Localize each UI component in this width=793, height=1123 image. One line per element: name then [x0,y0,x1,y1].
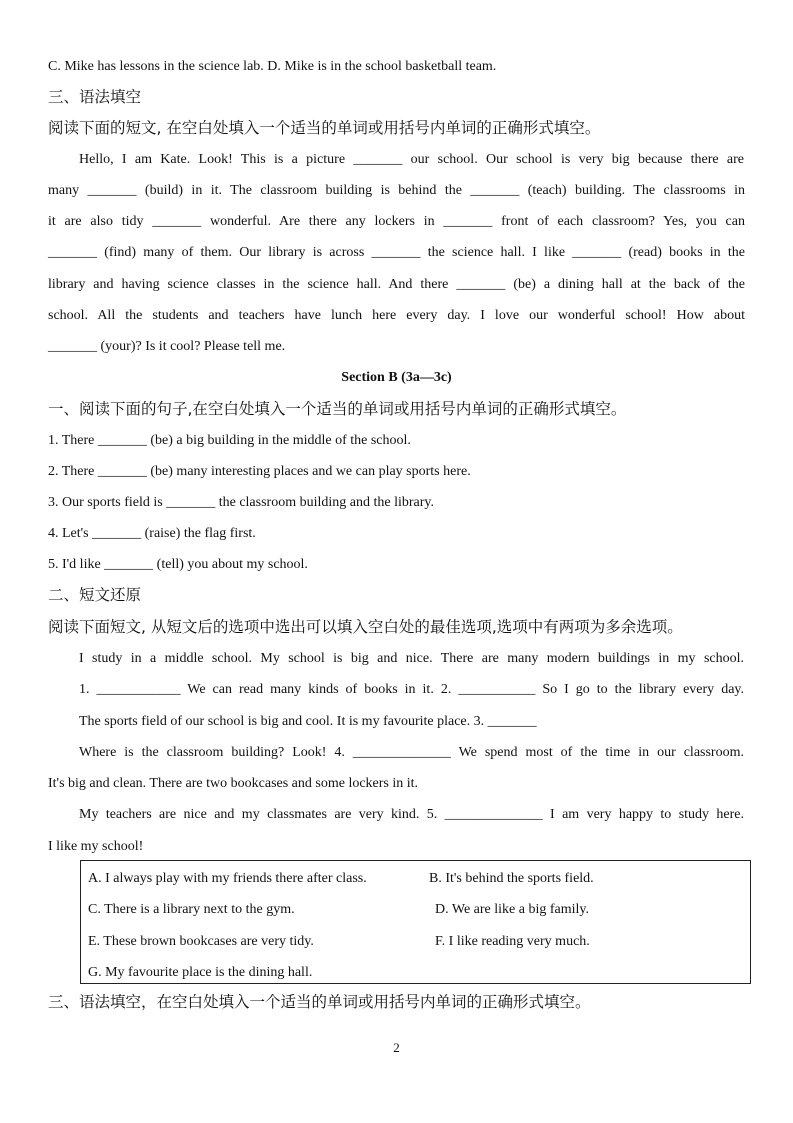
passage-line: The sports field of our school is big and cool. It is my favourite place. 3. _______ [79,714,537,729]
option-line-cd: C. Mike has lessons in the science lab. D. Mike is in the school basketball team. [48,59,497,74]
option-f: F. I like reading very much. [435,934,590,949]
passage-line: I like my school! [48,839,144,854]
passage-line: My teachers are nice and my classmates are very kind. 5. ______________ I am very happy to study here. [79,807,744,822]
exercise-item: 4. Let's _______ (raise) the flag first. [48,526,256,541]
instruction-text: 阅读下面的短文, 在空白处填入一个适当的单词或用括号内单词的正确形式填空。 [48,119,601,137]
option-d: D. We are like a big family. [435,902,589,917]
passage-line: library and having science classes in the science hall. And there _______ (be) a dining hall at the back of the [48,277,745,292]
passage-line: I study in a middle school. My school is big and nice. There are many modern buildings in my school. [79,651,744,666]
exercise-item: 5. I'd like _______ (tell) you about my school. [48,557,308,572]
section-heading-restore: 二、短文还原 [48,586,142,604]
option-g: G. My favourite place is the dining hall. [88,965,313,980]
option-a: A. I always play with my friends there after class. [88,871,367,886]
instruction-text: 一、阅读下面的句子,在空白处填入一个适当的单词或用括号内单词的正确形式填空。 [48,400,627,418]
exercise-item: 2. There _______ (be) many interesting places and we can play sports here. [48,464,471,479]
instruction-text: 阅读下面短文, 从短文后的选项中选出可以填入空白处的最佳选项,选项中有两项为多余选项。 [48,618,683,636]
page-number: 2 [393,1040,400,1055]
section-heading-final: 三、语法填空，在空白处填入一个适当的单词或用括号内单词的正确形式填空。 [48,993,591,1011]
section-title: Section B (3a—3c) [341,370,452,385]
options-box [80,860,751,984]
exercise-item: 1. There _______ (be) a big building in the middle of the school. [48,433,411,448]
passage-line: school. All the students and teachers have lunch here every day. I love our wonderful school! How about [48,308,745,323]
passage-line: many _______ (build) in it. The classroom building is behind the _______ (teach) building. The classrooms in [48,183,745,198]
passage-line: _______ (find) many of them. Our library is across _______ the science hall. I like _______ (read) books in the [48,245,745,260]
passage-line: Hello, I am Kate. Look! This is a picture _______ our school. Our school is very big because there are [79,152,744,167]
section-heading-grammar: 三、语法填空 [48,88,142,106]
passage-line: Where is the classroom building? Look! 4. ______________ We spend most of the time in our classroom. [79,745,744,760]
passage-line: It's big and clean. There are two bookcases and some lockers in it. [48,776,419,791]
option-b: B. It's behind the sports field. [429,871,594,886]
passage-line: _______ (your)? Is it cool? Please tell me. [48,339,286,354]
option-c: C. There is a library next to the gym. [88,902,295,917]
exercise-item: 3. Our sports field is _______ the classroom building and the library. [48,495,434,510]
passage-line: 1. ____________ We can read many kinds of books in it. 2. ___________ So I go to the library every day. [79,682,744,697]
option-e: E. These brown bookcases are very tidy. [88,934,314,949]
passage-line: it are also tidy _______ wonderful. Are there any lockers in _______ front of each classroom? Yes, you can [48,214,745,229]
